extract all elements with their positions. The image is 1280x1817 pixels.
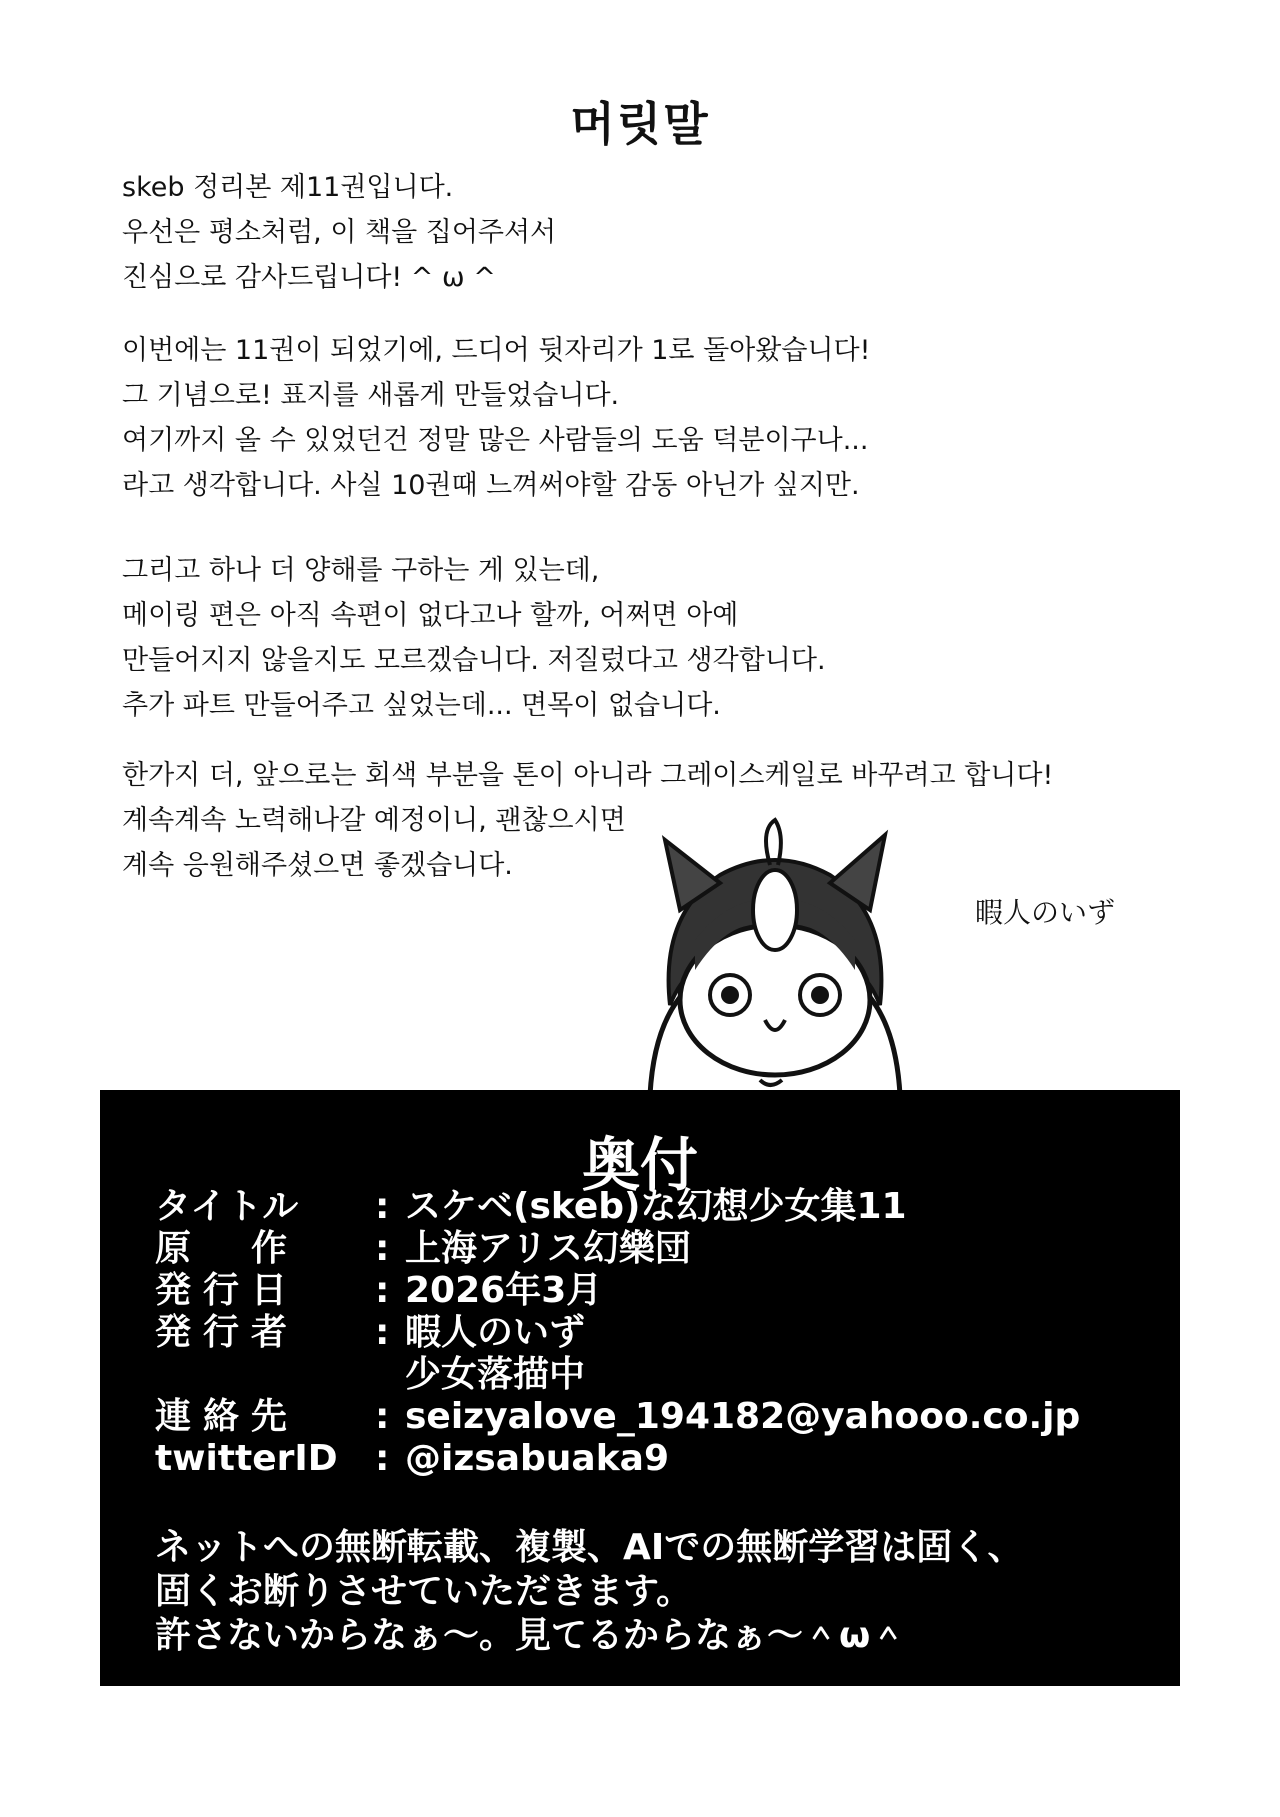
info-separator: : xyxy=(375,1228,390,1269)
info-label: 発行者 xyxy=(155,1312,300,1353)
info-label: 発行日 xyxy=(155,1270,300,1311)
info-separator: : xyxy=(375,1438,390,1479)
info-value: スケベ(skeb)な幻想少女集11 xyxy=(405,1186,907,1227)
info-row-title xyxy=(155,1186,1080,1228)
text-line: 계속 응원해주셨으면 좋겠습니다. xyxy=(122,850,513,881)
info-row-original xyxy=(155,1228,1080,1270)
preface-paragraph-3 xyxy=(122,548,826,728)
text-line: 계속계속 노력해나갈 예정이니, 괜찮으시면 xyxy=(122,805,626,836)
text-line: skeb 정리본 제11권입니다. xyxy=(122,172,454,203)
info-value: seizyalove_194182@yahooo.co.jp xyxy=(405,1396,1081,1437)
colophon-box xyxy=(100,1090,1180,1686)
text-line: 우선은 평소처럼, 이 책을 집어주셔서 xyxy=(122,217,557,248)
notice-line: 固くお断りさせていただきます。 xyxy=(155,1571,693,1612)
text-line: 진심으로 감사드립니다! ^ ω ^ xyxy=(122,262,496,293)
text-line: 메이링 편은 아직 속편이 없다고나 할까, 어쩌면 아예 xyxy=(122,600,739,631)
info-label: 原 作 xyxy=(155,1228,300,1269)
info-separator: : xyxy=(375,1186,390,1227)
info-separator: : xyxy=(375,1312,390,1353)
text-line: 그리고 하나 더 양해를 구하는 게 있는데, xyxy=(122,555,600,586)
info-value: 暇人のいず xyxy=(405,1312,586,1353)
preface-paragraph-1 xyxy=(122,165,556,300)
text-line: 만들어지지 않을지도 모르겠습니다. 저질렀다고 생각합니다. xyxy=(122,645,826,676)
info-value: 2026年3月 xyxy=(405,1270,603,1311)
info-row-contact xyxy=(155,1396,1080,1438)
mascot-illustration xyxy=(610,805,940,1095)
info-label: タイトル xyxy=(155,1186,299,1227)
info-label: 連絡先 xyxy=(155,1396,300,1437)
copyright-notice xyxy=(155,1526,1024,1658)
colophon-info xyxy=(155,1186,1080,1480)
page-title: 머릿말 xyxy=(570,97,710,151)
info-label: twitterID xyxy=(155,1438,338,1479)
notice-line: 許さないからなぁ～。見てるからなぁ～＾ω＾ xyxy=(155,1615,907,1656)
info-row-publish-date xyxy=(155,1270,1080,1312)
info-separator: : xyxy=(375,1396,390,1437)
info-value: 上海アリス幻樂団 xyxy=(405,1228,691,1269)
text-line: 여기까지 올 수 있었던건 정말 많은 사람들의 도움 덕분이구나... xyxy=(122,425,869,456)
info-separator: : xyxy=(375,1270,390,1311)
text-line: 한가지 더, 앞으로는 회색 부분을 톤이 아니라 그레이스케일로 바꾸려고 합니다! xyxy=(122,760,1054,791)
text-line: 추가 파트 만들어주고 싶었는데... 면목이 없습니다. xyxy=(122,690,721,721)
colophon-title: 奥付 xyxy=(581,1131,698,1199)
author-signature: 暇人のいず xyxy=(975,896,1116,929)
text-line: 그 기념으로! 표지를 새롭게 만들었습니다. xyxy=(122,380,620,411)
info-row-publisher xyxy=(155,1312,1080,1354)
info-value: @izsabuaka9 xyxy=(405,1438,669,1479)
info-row-twitter xyxy=(155,1438,1080,1480)
notice-line: ネットへの無断転載、複製、AIでの無断学習は固く、 xyxy=(155,1527,1024,1568)
text-line: 이번에는 11권이 되었기에, 드디어 뒷자리가 1로 돌아왔습니다! xyxy=(122,335,871,366)
info-row-circle xyxy=(155,1354,1080,1396)
info-separator xyxy=(375,1354,405,1396)
info-value: 少女落描中 xyxy=(405,1354,586,1395)
preface-paragraph-2 xyxy=(122,328,870,508)
text-line: 라고 생각합니다. 사실 10권때 느껴써야할 감동 아닌가 싶지만. xyxy=(122,470,860,501)
info-label xyxy=(155,1354,375,1396)
